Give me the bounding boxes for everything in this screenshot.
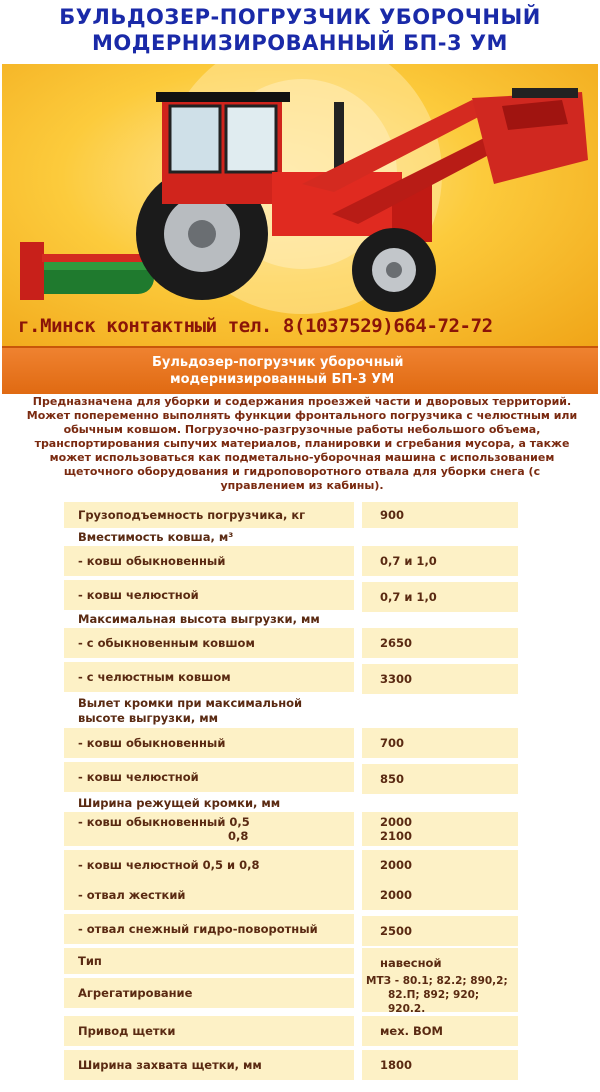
tractor-illustration — [2, 64, 598, 346]
spec-label-width-ordinary — [64, 812, 354, 846]
spec-value-width-ordinary-line-1: 2000 — [380, 815, 413, 829]
tractor-photo — [2, 64, 598, 346]
product-description: Предназначена для уборки и содержания проезжей части и дворовых территорий. Может попеременно выполнять функции фронтального погрузчика с челюстным или обычным ковшом. Погрузочно-разгрузочные работы небольшого объема, транспортирования сыпучих материалов, планировки и сгребания мусора, а также может использоваться как подметально-уборочная машина с использованием щеточного оборудования и гидроповоротного отвала для уборки снега (с управлением из кабины). — [26, 395, 578, 492]
spec-label-blade-rigid: - отвал жесткий — [64, 880, 354, 910]
spec-value-bucket-ordinary: 0,7 и 1,0 — [362, 546, 518, 576]
spec-label-brush-width: Ширина захвата щетки, мм — [64, 1050, 354, 1080]
title-line-1: БУЛЬДОЗЕР-ПОГРУЗЧИК УБОРОЧНЫЙ — [59, 5, 541, 29]
spec-label-blade-snow: - отвал снежный гидро-поворотный — [64, 914, 354, 944]
spec-label-width-ordinary-line-1: - ковш обыкновенный 0,5 — [78, 815, 250, 829]
banner-line-1: Бульдозер-погрузчик уборочный — [152, 355, 404, 370]
spec-value-height-ordinary: 2650 — [362, 628, 518, 658]
spec-value-height-jaw: 3300 — [362, 664, 518, 694]
spec-label-bucket-ordinary: - ковш обыкновенный — [64, 546, 354, 576]
spec-value-reach-jaw: 850 — [362, 764, 518, 794]
spec-heading-reach-line-1: Вылет кромки при максимальной — [78, 696, 303, 710]
spec-label-width-ordinary-line-2: 0,8 — [228, 829, 249, 843]
spec-label-height-ordinary: - с обыкновенным ковшом — [64, 628, 354, 658]
spec-heading-max-height: Максимальная высота выгрузки, мм — [78, 612, 320, 626]
spec-value-bucket-jaw: 0,7 и 1,0 — [362, 582, 518, 612]
spec-label-width-jaw: - ковш челюстной 0,5 и 0,8 — [64, 850, 354, 880]
spec-value-load-capacity: 900 — [362, 502, 518, 528]
spec-heading-cutting-width: Ширина режущей кромки, мм — [78, 796, 281, 810]
spec-heading-reach-line-2: высоте выгрузки, мм — [78, 711, 218, 725]
spec-label-height-jaw: - с челюстным ковшом — [64, 662, 354, 692]
spec-label-bucket-jaw: - ковш челюстной — [64, 580, 354, 610]
spec-label-type: Тип — [64, 948, 354, 974]
spec-label-aggregation: Агрегатирование — [64, 978, 354, 1008]
spec-value-blade-rigid: 2000 — [362, 880, 518, 910]
spec-heading-reach — [64, 696, 354, 726]
spec-value-width-ordinary-line-2: 2100 — [380, 829, 413, 843]
spec-label-reach-jaw: - ковш челюстной — [64, 762, 354, 792]
spec-value-blade-snow: 2500 — [362, 916, 518, 946]
contact-phone: г.Минск контактный тел. 8(1037529)664-72-72 — [18, 315, 493, 337]
spec-value-width-ordinary — [362, 812, 518, 846]
spec-value-type: навесной — [362, 948, 518, 978]
title-line-2: МОДЕРНИЗИРОВАННЫЙ БП-3 УМ — [92, 31, 508, 55]
product-banner — [2, 346, 598, 394]
spec-value-aggregation-line-1: МТЗ - 80.1; 82.2; 890,2; — [366, 975, 508, 987]
spec-value-width-jaw: 2000 — [362, 850, 518, 880]
page-title — [0, 4, 600, 56]
banner-line-2: модернизированный БП-3 УМ — [170, 372, 395, 387]
spec-value-brush-drive: мех. ВОМ — [362, 1016, 518, 1046]
spec-value-brush-width: 1800 — [362, 1050, 518, 1080]
spec-label-load-capacity: Грузоподъемность погрузчика, кг — [64, 502, 354, 528]
spec-value-aggregation — [362, 975, 518, 1015]
spec-heading-bucket-volume: Вместимость ковша, м³ — [78, 530, 234, 544]
spec-value-aggregation-line-2: 82.П; 892; 920; 920.2. — [388, 989, 480, 1015]
spec-label-reach-ordinary: - ковш обыкновенный — [64, 728, 354, 758]
banner-title — [152, 354, 404, 388]
spec-label-brush-drive: Привод щетки — [64, 1016, 354, 1046]
spec-value-reach-ordinary: 700 — [362, 728, 518, 758]
